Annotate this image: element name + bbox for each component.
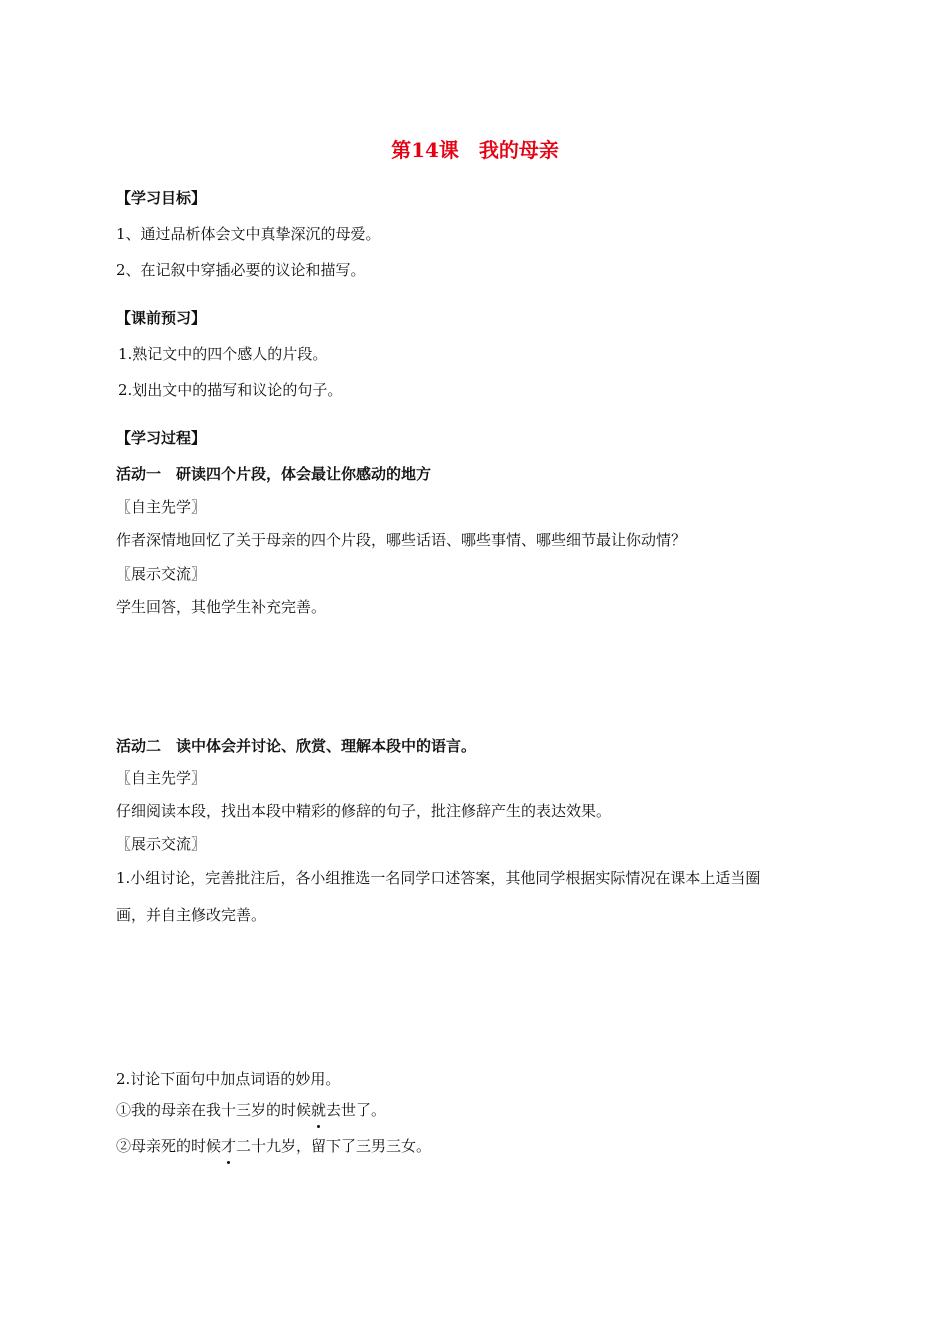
- page-title: 第14课 我的母亲: [391, 138, 559, 162]
- example2-before: ②母亲死的时候: [116, 1137, 222, 1155]
- activity1-show-text: 学生回答，其他学生补充完善。: [116, 598, 327, 616]
- process-heading: 【学习过程】: [116, 429, 207, 447]
- emphasis-dot-word: 才: [221, 1137, 237, 1155]
- example-sentence-1: [116, 1100, 386, 1120]
- activity2-self-text: 仔细阅读本段，找出本段中精彩的修辞的句子，批注修辞产生的表达效果。: [116, 802, 612, 820]
- goals-heading: 【学习目标】: [116, 189, 207, 207]
- activity1-self-label: 〖自主先学〗: [116, 498, 207, 516]
- example2-after: 二十九岁，留下了三男三女。: [236, 1137, 432, 1155]
- preview-item-2: 2.划出文中的描写和议论的句子。: [118, 381, 343, 399]
- activity2-q1-line1: 1.小组讨论，完善批注后，各小组推选一名同学口述答案，其他同学根据实际情况在课本上适当圈: [116, 869, 761, 887]
- preview-heading: 【课前预习】: [116, 309, 207, 327]
- example1-after: 去世了。: [326, 1101, 387, 1119]
- activity1-show-label: 〖展示交流〗: [116, 565, 207, 583]
- activity1-self-text: 作者深情地回忆了关于母亲的四个片段，哪些话语、哪些事情、哪些细节最让你动情？: [116, 531, 687, 549]
- preview-item-1: 1.熟记文中的四个感人的片段。: [118, 345, 328, 363]
- activity1-title: 活动一 研读四个片段，体会最让你感动的地方: [116, 465, 432, 483]
- example1-before: ①我的母亲在我十三岁的时候: [116, 1101, 312, 1119]
- emphasis-dot-word: 就: [311, 1101, 327, 1119]
- activity2-self-label: 〖自主先学〗: [116, 769, 207, 787]
- goal-item-1: 1、通过品析体会文中真挚深沉的母爱。: [116, 225, 381, 243]
- example-sentence-2: [116, 1136, 431, 1156]
- activity2-q2-intro: 2.讨论下面句中加点词语的妙用。: [116, 1070, 341, 1088]
- activity2-show-label: 〖展示交流〗: [116, 835, 207, 853]
- goal-item-2: 2、在记叙中穿插必要的议论和描写。: [116, 261, 366, 279]
- activity2-title: 活动二 读中体会并讨论、欣赏、理解本段中的语言。: [116, 737, 477, 755]
- activity2-q1-line2: 画，并自主修改完善。: [116, 906, 267, 924]
